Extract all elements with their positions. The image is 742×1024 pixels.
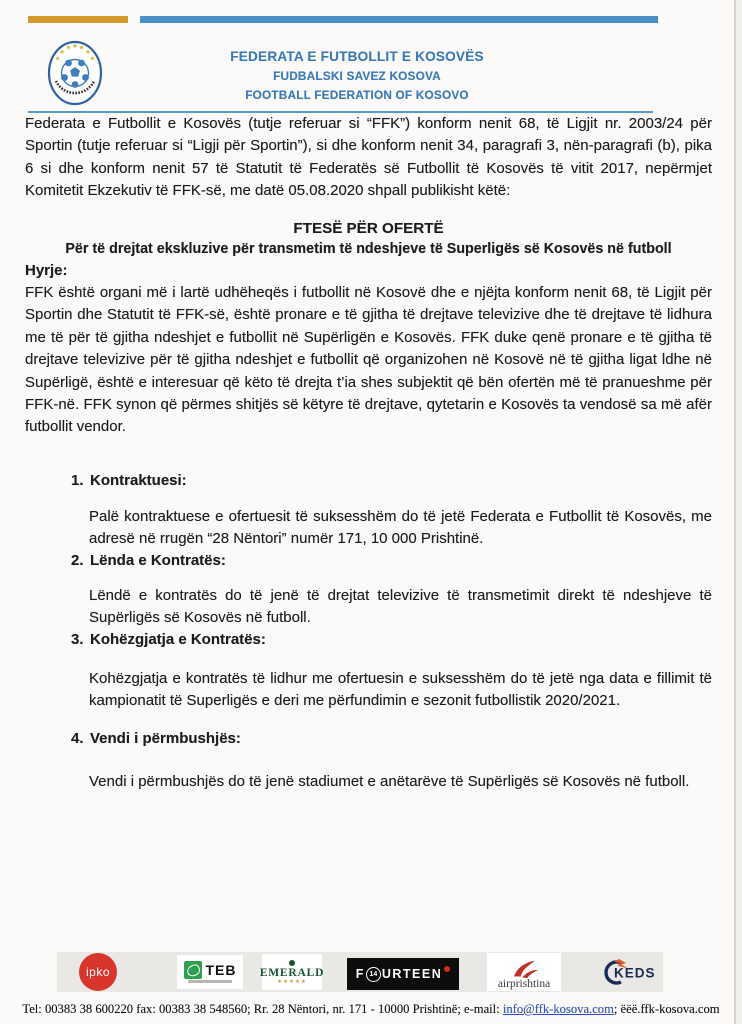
- list-item-4-number: 4.: [71, 729, 84, 747]
- emerald-dot-icon: [289, 960, 295, 966]
- svg-text:★: ★: [84, 48, 91, 56]
- fourteen-text-urteen: URTEEN: [381, 967, 443, 981]
- intro-paragraph: Federata e Futbollit e Kosovës (tutje referuar si “FFK”) konform nenit 68, të Ligjit nr. 2003/24 për Sportin (tutje referuar si “Ligji për Sportin”), si dhe konform nenit 34, paragrafi 3, nën-paragrafi (b), pika 6 si dhe konform nenit 57 të Statutit të Federatës së Futbollit të Kosovës të vitit 2017, nepërmjet Komitetit Ekzekutiv të FFK-së, me datë 05.08.2020 shpall publikisht këtë:: [25, 115, 712, 200]
- ffk-crest-icon: [47, 40, 103, 108]
- teb-logo: [177, 955, 243, 989]
- contact-line: [0, 1002, 742, 1017]
- scan-margin: [735, 0, 742, 1024]
- keds-logo-graphic: [600, 958, 663, 986]
- list-item-2-body: Lëndë e kontratës do të jenë të drejtat televizive të transmetimit direkt të ndeshjeve të Supërligës së Kosovës në futboll.: [89, 586, 712, 626]
- org-names: [157, 46, 557, 105]
- list-item-3-number: 3.: [71, 630, 84, 648]
- airprishtina-logo: [487, 953, 561, 991]
- document-subtitle: Për të drejtat ekskluzive për transmetim të ndeshjeve të Superligës së Kosovës në futboll: [65, 240, 672, 257]
- topbar-blue-segment: [140, 16, 658, 23]
- svg-text:★: ★: [72, 43, 78, 50]
- scan-edge-line: [734, 0, 736, 1024]
- org-name-english: FOOTBALL FEDERATION OF KOSOVO: [245, 88, 469, 102]
- list-item-1-label: Kontraktuesi:: [90, 471, 187, 489]
- teb-tagline-strip: [188, 980, 232, 983]
- list-item-3-heading: [71, 629, 712, 651]
- list-item-1-number: 1.: [71, 471, 84, 489]
- teb-logo-text: TEB: [205, 962, 237, 978]
- list-item-4-heading: [71, 728, 712, 750]
- svg-text:★: ★: [89, 55, 96, 63]
- keds-logo-text: KEDS: [614, 965, 656, 981]
- svg-text:★: ★: [65, 44, 72, 52]
- svg-text:★: ★: [78, 44, 85, 52]
- teb-square-icon: [184, 961, 202, 979]
- emerald-stars: ★★★★★: [277, 978, 307, 985]
- keds-logo: [600, 958, 663, 986]
- list-item-2-label: Lënda e Kontratës:: [90, 551, 226, 569]
- header-rule: [28, 111, 653, 113]
- hyrje-paragraph: FFK është organi më i lartë udhëheqës i futbollit në Kosovë dhe e njëjta konform nenit 68, të Ligjit për Sportin dhe Statutit të FFK-së, është pronare e të gjitha të drejtave televizive dhe të drejtave të lidhura me të për të gjitha ndeshjet e futbollit në Supërligën e Kosovës. FFK duke qenë pronare e të gjitha të drejtave televizive për të gjitha ndeshjet e futbollit që organizohen në Kosovë në të gjitha ligat ldhe në Supërligë, është e interesuar që këto të drejta t’ia shes subjektit që bën ofertën më të pranueshme për FFK-në. FFK synon që përmes shitjës së këtyre të drejtave, qytetarin e Kosovës ta vendosë sa më afër futbollit vendor.: [25, 284, 712, 436]
- org-name-albanian: FEDERATA E FUTBOLLIT E KOSOVËS: [230, 49, 484, 64]
- title-block: [25, 218, 712, 260]
- sponsor-logo-band: [57, 952, 663, 992]
- contact-text-pre: Tel: 00383 38 600220 fax: 00383 38 548560; Rr. 28 Nëntori, nr. 171 - 10000 Prishtinë; e-mail:: [22, 1002, 503, 1016]
- document-body: [25, 113, 712, 793]
- fourteen-logo: [347, 958, 459, 990]
- org-name-serbian: FUDBALSKI SAVEZ KOSOVA: [273, 69, 441, 83]
- svg-text:★: ★: [59, 48, 66, 56]
- email-link[interactable]: info@ffk-kosova.com: [502, 1002, 614, 1016]
- list-item-2-heading: [71, 550, 712, 572]
- emerald-logo-text: EMERALD: [259, 966, 325, 979]
- contact-text-post: ; ëëë.ffk-kosova.com: [613, 1002, 720, 1016]
- ipko-logo-text: ipko: [85, 965, 110, 979]
- document-title: FTESË PËR OFERTË: [293, 219, 444, 237]
- fourteen-red-plus-icon: [444, 966, 450, 972]
- letterhead: [0, 0, 742, 113]
- list-item-3-body: Kohëzgjatja e kontratës të lidhur me ofertuesin e suksesshëm do të jetë nga data e fillimit të kampionatit të Superligës e deri me përfundimin e sezonit futbollistik 2020/2021.: [89, 669, 712, 709]
- svg-text:★: ★: [54, 55, 61, 63]
- fourteen-text-f: F: [355, 967, 365, 981]
- list-item-2-number: 2.: [71, 551, 84, 569]
- emerald-logo: [259, 954, 325, 990]
- airprishtina-logo-text: airprishtina: [497, 978, 551, 990]
- airprishtina-bird-icon: [509, 959, 539, 979]
- list-item-1-heading: [71, 470, 712, 492]
- section-heading-hyrje: Hyrje:: [25, 261, 68, 279]
- ipko-logo: [79, 953, 117, 991]
- list-item-3-label: Kohëzgjatja e Kontratës:: [90, 630, 266, 648]
- fourteen-circled-14-icon: 14: [366, 967, 381, 982]
- list-item-4-label: Vendi i përmbushjës:: [90, 729, 241, 747]
- topbar-gold-segment: [28, 16, 128, 23]
- list-item-4-body: Vendi i përmbushjës do të jenë stadiumet e anëtarëve të Supërligës së Kosovës në futboll.: [89, 772, 690, 790]
- list-item-1-body: Palë kontraktuese e ofertuesit të suksesshëm do të jetë Federata e Futbollit të Kosovës, me adresë në rrugën “28 Nëntori” numër 171, 10 000 Prishtinë.: [89, 507, 712, 547]
